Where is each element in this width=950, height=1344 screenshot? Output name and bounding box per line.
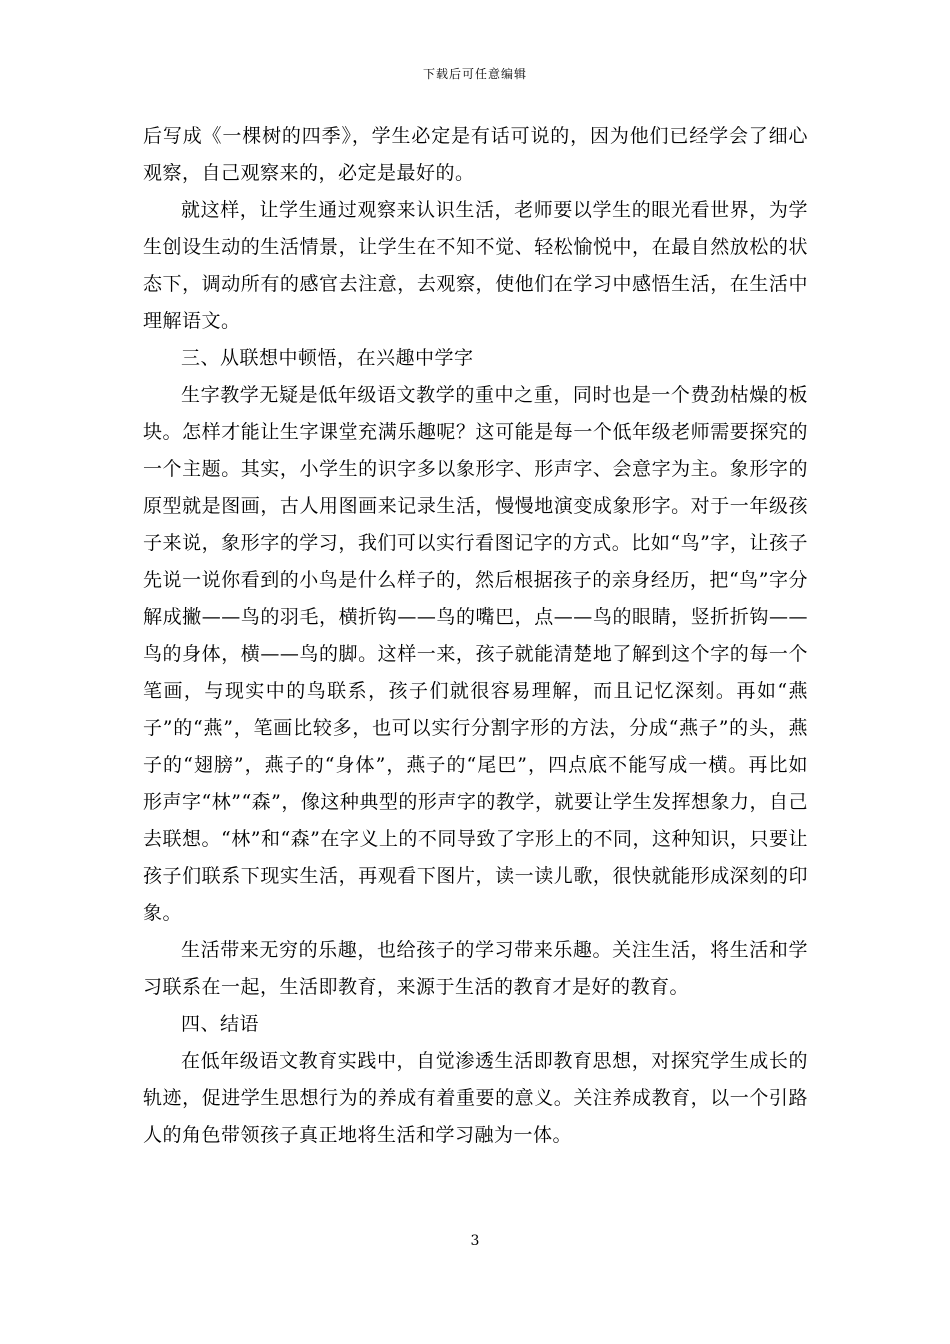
paragraph-character-teaching: 生字教学无疑是低年级语文教学的重中之重，同时也是一个费劲枯燥的板块。怎样才能让生字课堂充满乐趣呢？这可能是每一个低年级老师需要探究的一个主题。其实，小学生的识字多以象形字、形声字、会意字为主。象形字的原型就是图画，古人用图画来记录生活，慢慢地演变成象形字。对于一年级孩子来说，象形字的学习，我们可以实行看图记字的方式。比如“鸟”字，让孩子先说一说你看到的小鸟是什么样子的，然后根据孩子的亲身经历，把“鸟”字分解成撇——鸟的羽毛，横折钩——鸟的嘴巴，点——鸟的眼睛，竖折折钩——鸟的身体，横——鸟的脚。这样一来，孩子就能清楚地了解到这个字的每一个笔画，与现实中的鸟联系，孩子们就很容易理解，而且记忆深刻。再如“燕子”的“燕”，笔画比较多，也可以实行分割字形的方法，分成“燕子”的头，燕子的“翅膀”，燕子的“身体”，燕子的“尾巴”，四点底不能写成一横。再比如形声字“林”“森”，像这种典型的形声字的教学，就要让学生发挥想象力，自己去联想。“林”和“森”在字义上的不同导致了字形上的不同，这种知识，只要让孩子们联系下现实生活，再观看下图片，读一读儿歌，很快就能形成深刻的印象。 bbox=[143, 384, 808, 924]
section-heading-four: 四、结语 bbox=[181, 1013, 260, 1035]
page-number: 3 bbox=[470, 1233, 480, 1249]
paragraph-conclusion: 在低年级语文教育实践中，自觉渗透生活即教育思想，对探究学生成长的轨迹，促进学生思想行为的养成有着重要的意义。关注养成教育，以一个引路人的角色带领孩子真正地将生活和学习融为一体。 bbox=[143, 1050, 808, 1146]
document-body bbox=[143, 118, 808, 1154]
paragraph-life-fun: 生活带来无穷的乐趣，也给孩子的学习带来乐趣。关注生活，将生活和学习联系在一起，生活即教育，来源于生活的教育才是好的教育。 bbox=[143, 939, 808, 998]
paragraph-observation-summary: 就这样，让学生通过观察来认识生活，老师要以学生的眼光看世界，为学生创设生动的生活情景，让学生在不知不觉、轻松愉悦中，在最自然放松的状态下，调动所有的感官去注意，去观察，使他们在学习中感悟生活，在生活中理解语文。 bbox=[143, 199, 808, 332]
paragraph-continuation: 后写成《一棵树的四季》，学生必定是有话可说的，因为他们已经学会了细心观察，自己观察来的，必定是最好的。 bbox=[143, 125, 808, 184]
page-header: 下载后可任意编辑 bbox=[422, 67, 527, 81]
section-heading-three: 三、从联想中顿悟，在兴趣中学字 bbox=[181, 347, 474, 369]
